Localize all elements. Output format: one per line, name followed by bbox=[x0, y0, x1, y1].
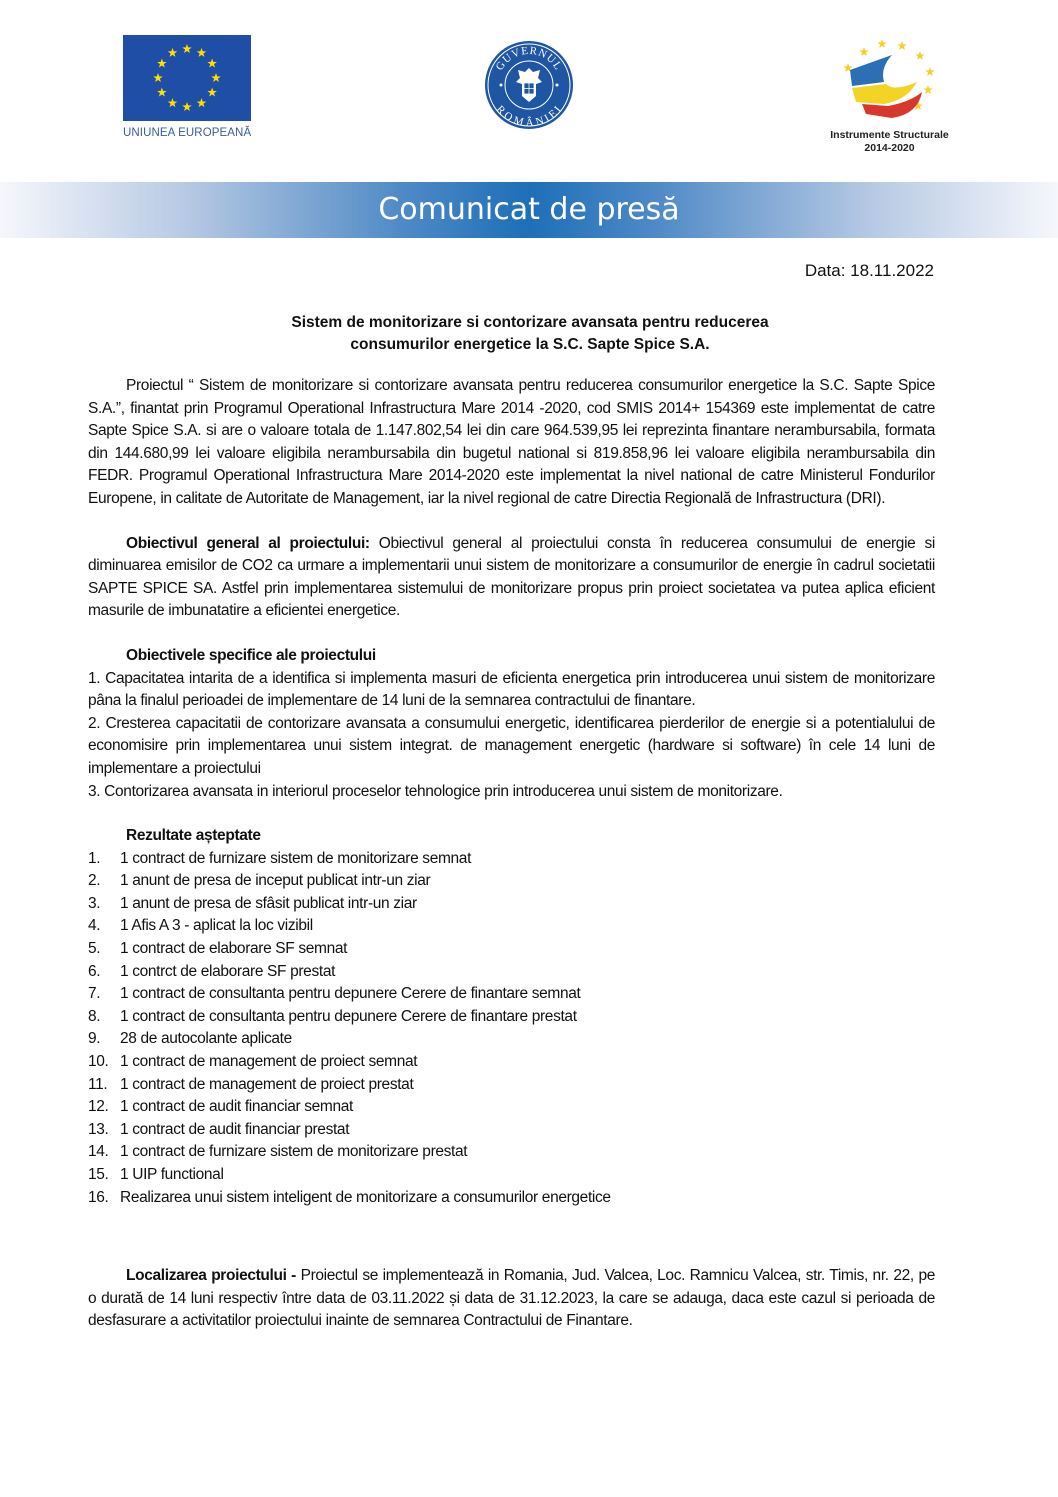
results-list bbox=[88, 848, 935, 1210]
item-text: 1 contract de management de proiect semnat bbox=[120, 1053, 418, 1071]
results-section bbox=[88, 825, 935, 1209]
list-item bbox=[88, 1141, 935, 1164]
location-paragraph bbox=[88, 1265, 935, 1333]
eu-star-icon bbox=[157, 88, 167, 97]
instrumente-structurale-logo bbox=[822, 30, 957, 155]
is-caption-line1: Instrumente Structurale bbox=[830, 129, 949, 141]
is-star-icon bbox=[859, 47, 869, 56]
press-release-banner bbox=[0, 182, 1058, 238]
eu-star-icon bbox=[168, 48, 178, 57]
general-objective-label: Obiectivul general al proiectului: bbox=[126, 534, 370, 552]
banner-title: Comunicat de presă bbox=[378, 192, 680, 227]
guvernul-romaniei-seal-icon bbox=[484, 40, 574, 130]
location-text: Proiectul se implementează in Romania, Jud. Valcea, Loc. Ramnicu Valcea, str. Timis, nr. 22, pe o durată de 14 luni respectiv între data de 03.11.2022 și data de 31.12.2023, la care se adauga, daca este cazul si perioada de desfasurare a activitatilor proiectului inainte de semnarea Contractului de Finantare. bbox=[88, 1267, 935, 1330]
item-number: 13. bbox=[88, 1120, 109, 1138]
specific-objective-item: 1. Capacitatea intarita de a identifica si implementa masuri de eficienta energetica prin introducerea unui sistem de monitorizare pâna la finalul perioadei de implementare de 14 luni de la semnarea contractului de finantare. bbox=[88, 669, 935, 710]
results-heading: Rezultate așteptate bbox=[126, 827, 261, 845]
item-number: 14. bbox=[88, 1143, 109, 1161]
instrumente-structurale-icon bbox=[822, 30, 957, 122]
item-text: 1 contrct de elaborare SF prestat bbox=[120, 962, 336, 980]
eu-star-icon bbox=[207, 59, 217, 68]
item-text: 1 contract de audit financiar semnat bbox=[120, 1098, 353, 1116]
eu-star-icon bbox=[182, 102, 192, 111]
item-number: 4. bbox=[88, 917, 101, 935]
eu-star-icon bbox=[207, 88, 217, 97]
document-date: Data: 18.11.2022 bbox=[804, 261, 934, 280]
eu-star-icon bbox=[197, 48, 207, 57]
is-star-icon bbox=[897, 41, 907, 50]
item-text: 1 contract de audit financiar prestat bbox=[120, 1120, 350, 1138]
list-item bbox=[88, 915, 935, 938]
specific-objective-item: 2. Cresterea capacitatii de contorizare avansata a consumului energetic, identificarea pierderilor de energie si a potentialului de economisire prin implementarea unui sistem integrat. de management energetic (hardware si software) în cele 14 luni de implementare a proiectului bbox=[88, 714, 935, 777]
item-text: 1 contract de furnizare sistem de monitorizare prestat bbox=[120, 1143, 468, 1161]
document-title bbox=[100, 312, 960, 356]
list-item bbox=[88, 1187, 935, 1210]
eu-star-icon bbox=[197, 98, 207, 107]
item-number: 3. bbox=[88, 894, 101, 912]
list-item bbox=[88, 1164, 935, 1187]
item-text: Realizarea unui sistem inteligent de monitorizare a consumurilor energetice bbox=[120, 1188, 611, 1206]
item-number: 8. bbox=[88, 1007, 101, 1025]
seal-text-bottom: ROMÂNIEI bbox=[493, 103, 565, 130]
item-text: 1 contract de consultanta pentru depunere Cerere de finantare prestat bbox=[120, 1007, 577, 1025]
item-text: 1 contract de furnizare sistem de monitorizare semnat bbox=[120, 849, 472, 867]
item-number: 15. bbox=[88, 1166, 109, 1183]
list-item bbox=[88, 848, 935, 871]
is-star-icon bbox=[877, 39, 887, 48]
item-text: 1 contract de consultanta pentru depunere Cerere de finantare semnat bbox=[120, 985, 581, 1003]
item-number: 12. bbox=[88, 1098, 109, 1116]
title-line-1: Sistem de monitorizare si contorizare avansata pentru reducerea bbox=[291, 314, 769, 331]
list-item bbox=[88, 1119, 935, 1142]
item-number: 9. bbox=[88, 1030, 101, 1048]
eu-star-icon bbox=[157, 59, 167, 68]
item-text: 1 contract de elaborare SF semnat bbox=[120, 940, 348, 958]
list-item bbox=[88, 1096, 935, 1119]
location-label: Localizarea proiectului - bbox=[126, 1267, 296, 1285]
specific-objective-item: 3. Contorizarea avansata in interiorul proceselor tehnologice prin introducerea unui sistem de monitorizare. bbox=[88, 782, 783, 800]
item-number: 10. bbox=[88, 1053, 109, 1071]
is-star-icon bbox=[925, 67, 935, 76]
item-text: 1 anunt de presa de sfâsit publicat intr-un ziar bbox=[120, 894, 417, 912]
item-text: 1 contract de management de proiect prestat bbox=[120, 1075, 414, 1093]
eu-star-icon bbox=[168, 98, 178, 107]
eu-logo bbox=[123, 35, 253, 139]
specific-objectives-section bbox=[88, 645, 935, 803]
eu-flag-icon bbox=[123, 35, 251, 121]
item-number: 2. bbox=[88, 872, 101, 890]
eu-star-icon bbox=[153, 73, 163, 82]
list-item bbox=[88, 961, 935, 984]
item-number: 7. bbox=[88, 985, 101, 1003]
is-star-icon bbox=[923, 85, 933, 94]
list-item bbox=[88, 1028, 935, 1051]
list-item bbox=[88, 893, 935, 916]
general-objective-text: Obiectivul general al proiectului consta în reducerea consumului de energie si diminuarea emisilor de CO2 ca urmare a implementarii unui sistem de monitorizare a consumurilor de energie în cadrul societatii SAPTE SPICE SA. Astfel prin implementarea sistemului de monitorizare propus prin proiect societatea va putea aplica eficient masurile de imbunatatire a eficientei energetice. bbox=[88, 534, 935, 620]
list-item bbox=[88, 1006, 935, 1029]
eu-caption: UNIUNEA EUROPEANĂ bbox=[123, 127, 252, 139]
eu-star-icon bbox=[182, 44, 192, 53]
eu-star-icon bbox=[211, 73, 221, 82]
is-caption-line2: 2014-2020 bbox=[864, 142, 915, 154]
seal-text-top: GUVERNUL bbox=[493, 44, 565, 73]
list-item bbox=[88, 938, 935, 961]
item-text: 1 UIP functional bbox=[120, 1166, 224, 1183]
list-item bbox=[88, 1074, 935, 1097]
intro-paragraph: Proiectul “ Sistem de monitorizare si contorizare avansata pentru reducerea consumurilor energetice la S.C. Sapte Spice S.A.”, finantat prin Programul Operational Infrastructura Mare 2014 -2020, cod SMIS 2014+ 154369 este implementat de catre Sapte Spice S.A. si are o valoare totala de 1.147.802,54 lei din care 964.539,95 lei reprezinta finantare nerambursabila, formata din 144.680,99 lei valoare eligibila nerambursabila din bugetul national si 819.858,96 lei valoare eligibila nerambursabila din FEDR. Programul Operational Infrastructura Mare 2014-2020 este implementat la nivel national de catre Ministerul Fondurilor Europene, in calitate de Autoritate de Management, iar la nivel regional de catre Directia Regională de Infrastructura (DRI). bbox=[88, 377, 935, 507]
item-number: 5. bbox=[88, 940, 101, 958]
is-star-icon bbox=[915, 51, 925, 60]
item-number: 16. bbox=[88, 1188, 109, 1206]
item-text: 1 anunt de presa de inceput publicat intr-un ziar bbox=[120, 872, 431, 890]
item-number: 11. bbox=[88, 1075, 108, 1093]
list-item bbox=[88, 870, 935, 893]
item-text: 28 de autocolante aplicate bbox=[120, 1030, 292, 1048]
specific-objectives-heading: Obiectivele specifice ale proiectului bbox=[126, 646, 376, 664]
list-item bbox=[88, 1051, 935, 1074]
item-number: 6. bbox=[88, 962, 101, 980]
general-objective-paragraph bbox=[88, 533, 935, 623]
item-number: 1. bbox=[88, 849, 101, 867]
item-text: 1 Afis A 3 - aplicat la loc vizibil bbox=[120, 917, 313, 935]
document-body bbox=[88, 375, 935, 1333]
title-line-2: consumurilor energetice la S.C. Sapte Spice S.A. bbox=[350, 336, 710, 353]
list-item bbox=[88, 983, 935, 1006]
